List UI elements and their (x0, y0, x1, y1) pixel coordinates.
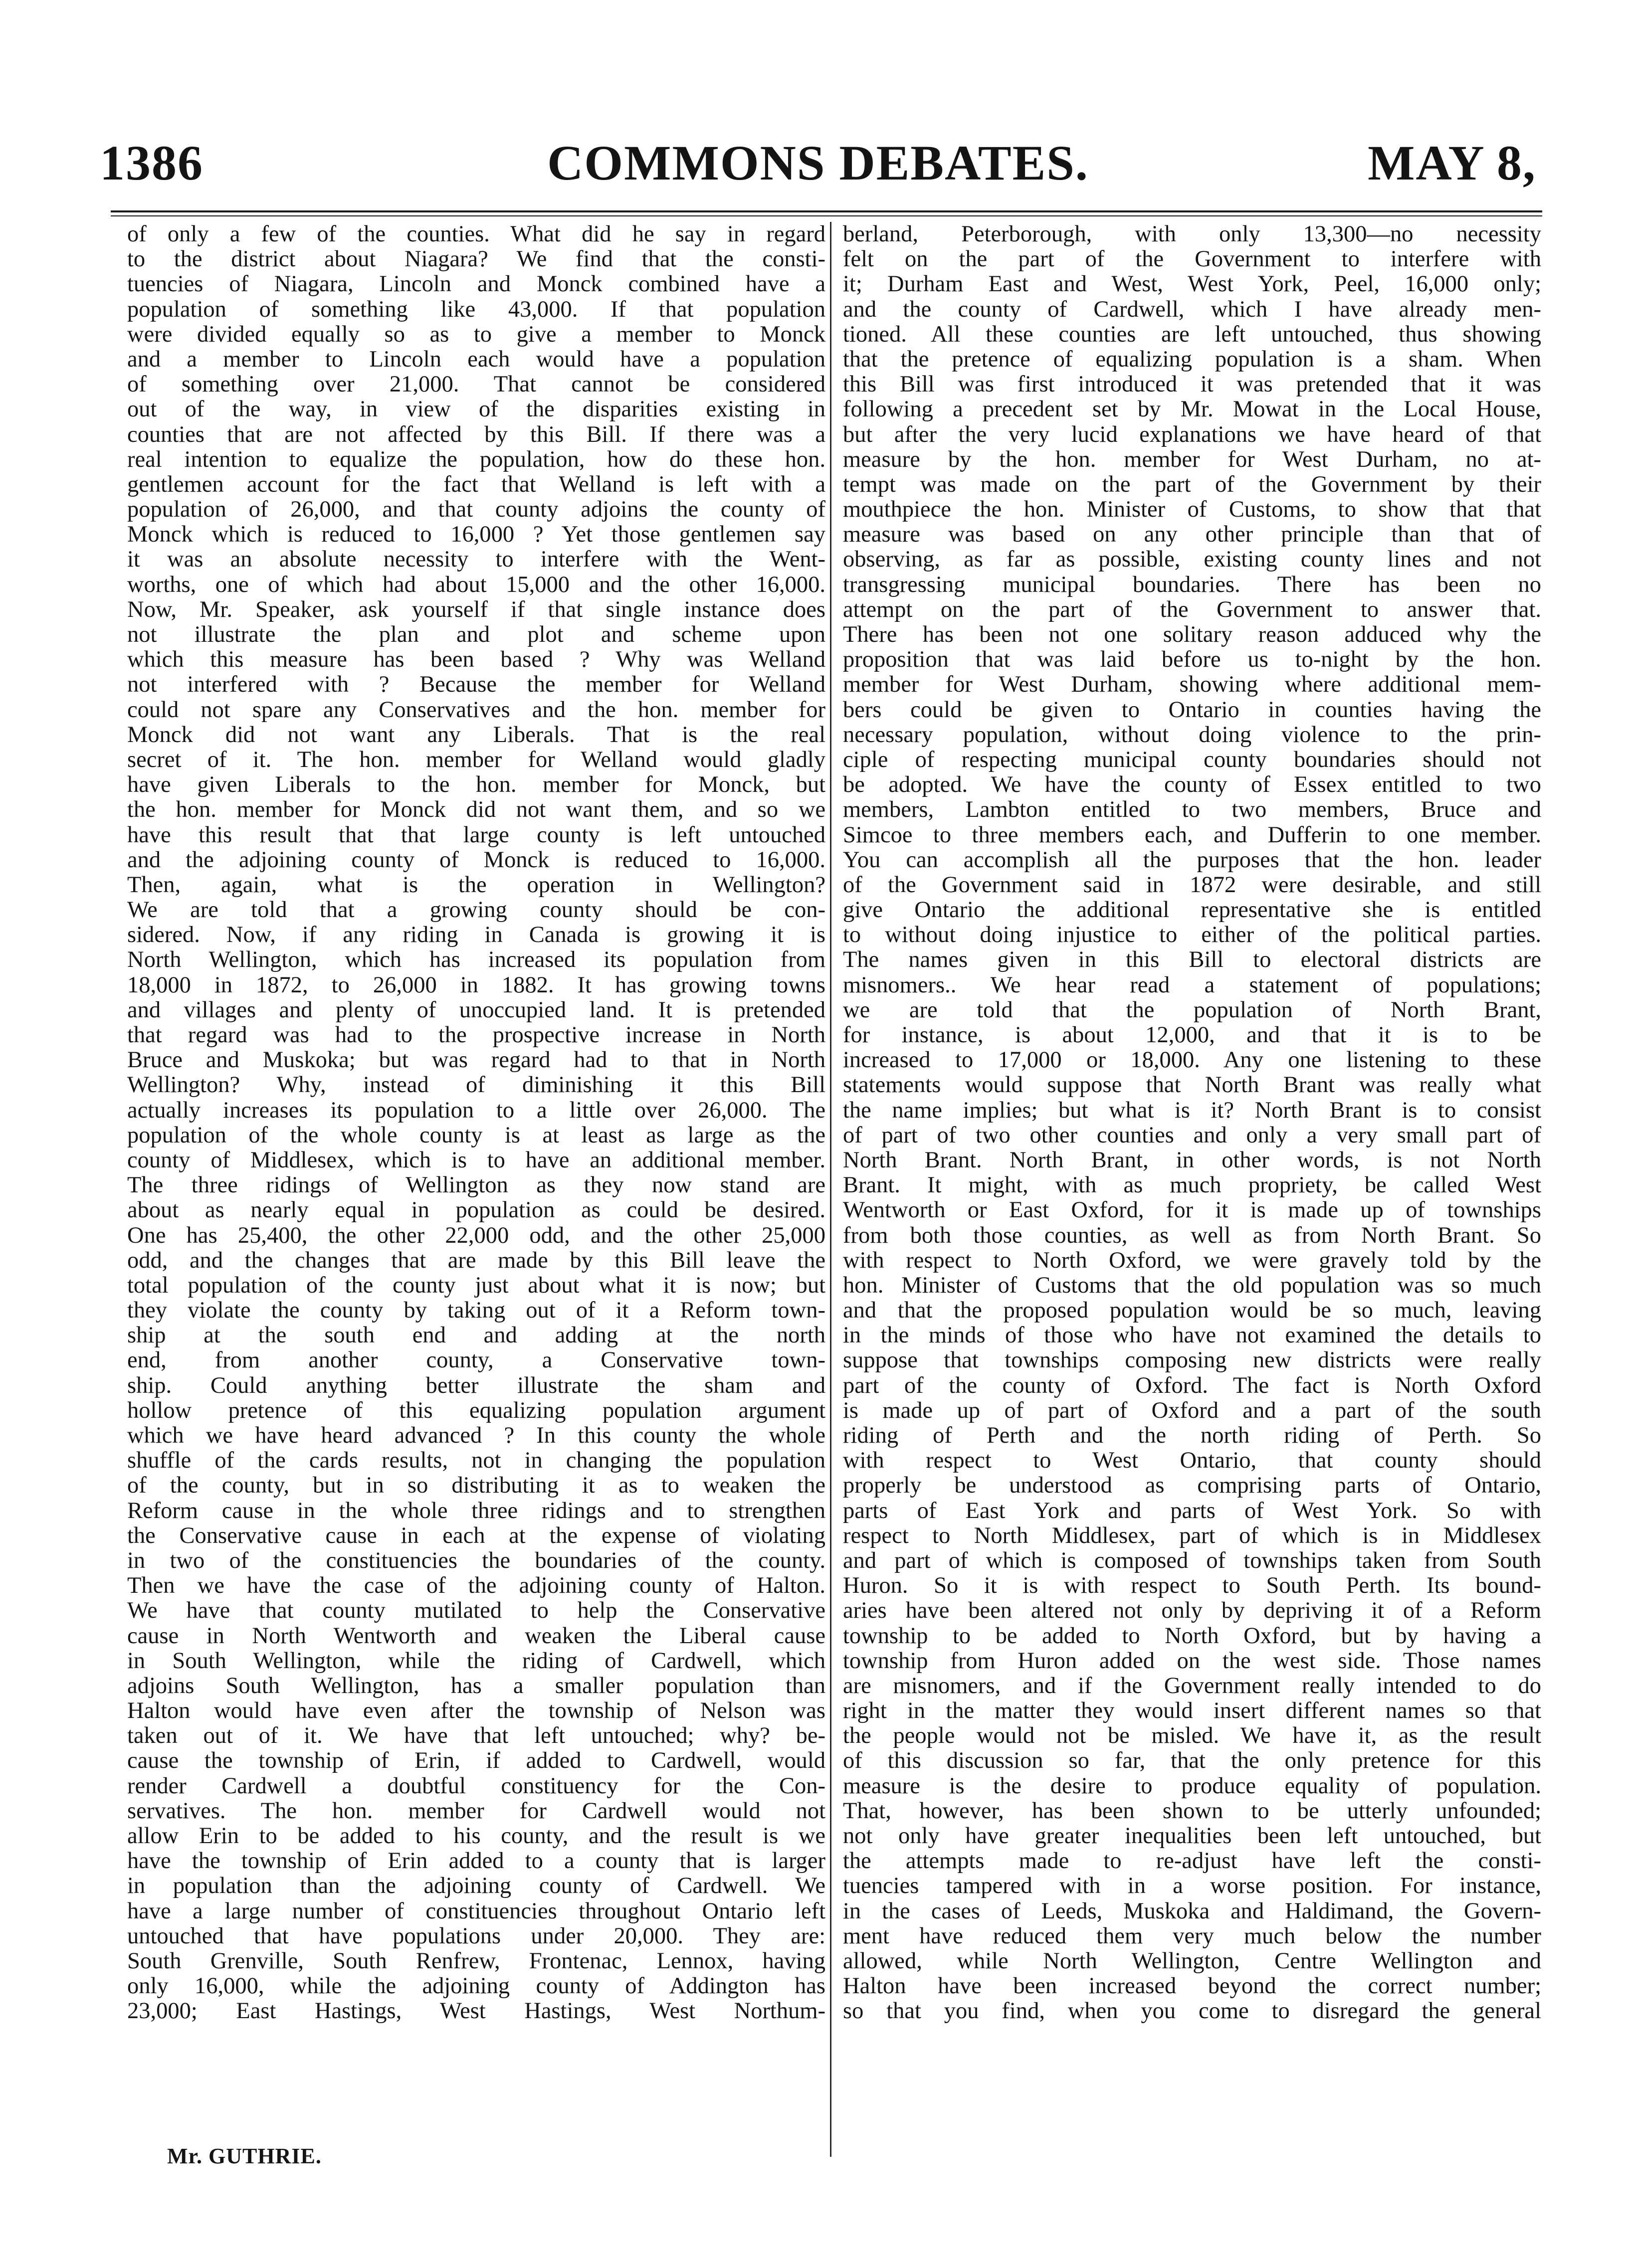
column-divider (830, 222, 831, 2157)
text-line: population of 26,000, and that county adjoins the county of (127, 497, 825, 523)
text-line: Wellington? Why, instead of diminishing it this Bill (127, 1072, 825, 1098)
text-line: We have that county mutilated to help the Conservative (127, 1598, 825, 1624)
text-line: properly be understood as comprising parts of Ontario, (843, 1473, 1541, 1499)
text-line: We are told that a growing county should be con- (127, 897, 825, 923)
text-line: population of the whole county is at least as large as the (127, 1122, 825, 1148)
text-line: Monck did not want any Liberals. That is the real (127, 722, 825, 748)
text-line: in South Wellington, while the riding of Cardwell, which (127, 1648, 825, 1674)
text-line: Halton have been increased beyond the correct number; (843, 1973, 1541, 1999)
text-line: the attempts made to re-adjust have left the consti- (843, 1848, 1541, 1874)
text-line: from both those counties, as well as from North Brant. So (843, 1222, 1541, 1248)
text-line: population of something like 43,000. If that population (127, 296, 825, 322)
text-line: about as nearly equal in population as could be desired. (127, 1197, 825, 1223)
text-line: ship. Could anything better illustrate the sham and (127, 1372, 825, 1398)
text-line: Brant. It might, with as much propriety, be called West (843, 1172, 1541, 1198)
text-line: part of the county of Oxford. The fact is North Oxford (843, 1372, 1541, 1398)
text-line: servatives. The hon. member for Cardwell would not (127, 1798, 825, 1824)
text-line: tioned. All these counties are left untouched, thus showing (843, 321, 1541, 347)
header-rule-thin (111, 215, 1542, 216)
text-line: Wentworth or East Oxford, for it is made up of townships (843, 1197, 1541, 1223)
text-line: measure was based on any other principle than that of (843, 522, 1541, 548)
right-column (843, 222, 1541, 2024)
text-line: have given Liberals to the hon. member for Monck, but (127, 772, 825, 798)
text-line: actually increases its population to a little over 26,000. The (127, 1097, 825, 1123)
page-header (100, 131, 1536, 210)
text-line: observing, as far as possible, existing county lines and not (843, 547, 1541, 572)
text-line: mouthpiece the hon. Minister of Customs, to show that that (843, 497, 1541, 523)
text-line: respect to North Middlesex, part of which is in Middlesex (843, 1522, 1541, 1548)
text-line: 23,000; East Hastings, West Hastings, West Northum- (127, 1998, 825, 2024)
text-line: riding of Perth and the north riding of Perth. So (843, 1423, 1541, 1448)
text-line: the Conservative cause in each at the expense of violating (127, 1522, 825, 1548)
text-line: There has been not one solitary reason adduced why the (843, 622, 1541, 647)
text-line: in the minds of those who have not examined the details to (843, 1323, 1541, 1348)
text-line: Monck which is reduced to 16,000 ? Yet those gentlemen say (127, 522, 825, 548)
text-line: shuffle of the cards results, not in changing the population (127, 1448, 825, 1474)
text-line: suppose that townships composing new districts were really (843, 1347, 1541, 1373)
text-line: have the township of Erin added to a county that is larger (127, 1848, 825, 1874)
text-line: and that the proposed population would be so much, leaving (843, 1298, 1541, 1323)
text-line: hon. Minister of Customs that the old population was so much (843, 1272, 1541, 1298)
text-line: are misnomers, and if the Government really intended to do (843, 1673, 1541, 1699)
text-line: Huron. So it is with respect to South Perth. Its bound- (843, 1573, 1541, 1599)
text-line: felt on the part of the Government to interfere with (843, 246, 1541, 272)
text-line: not interfered with ? Because the member for Welland (127, 672, 825, 698)
text-line: The names given in this Bill to electoral districts are (843, 947, 1541, 973)
text-line: of the Government said in 1872 were desirable, and still (843, 872, 1541, 898)
text-line: odd, and the changes that are made by this Bill leave the (127, 1247, 825, 1273)
text-line: following a precedent set by Mr. Mowat in the Local House, (843, 396, 1541, 422)
text-line: have a large number of constituencies throughout Ontario left (127, 1898, 825, 1924)
text-line: in population than the adjoining county of Cardwell. We (127, 1873, 825, 1899)
text-line: give Ontario the additional representative she is entitled (843, 897, 1541, 923)
text-line: tuencies of Niagara, Lincoln and Monck combined have a (127, 271, 825, 297)
text-line: we are told that the population of North Brant, (843, 997, 1541, 1023)
text-line: worths, one of which had about 15,000 and the other 16,000. (127, 571, 825, 597)
text-line: this Bill was first introduced it was pretended that it was (843, 372, 1541, 397)
text-line: members, Lambton entitled to two members, Bruce and (843, 797, 1541, 823)
text-line: secret of it. The hon. member for Welland would gladly (127, 747, 825, 772)
page-date: MAY 8, (1368, 135, 1536, 190)
text-line: of the county, but in so distributing it as to weaken the (127, 1473, 825, 1499)
text-line: that the pretence of equalizing population is a sham. When (843, 346, 1541, 372)
text-line: with respect to West Ontario, that county should (843, 1448, 1541, 1474)
text-line: statements would suppose that North Brant was really what (843, 1072, 1541, 1098)
text-line: North Brant. North Brant, in other words, is not North (843, 1147, 1541, 1173)
text-line: the people would not be misled. We have it, as the result (843, 1723, 1541, 1749)
text-line: Now, Mr. Speaker, ask yourself if that single instance does (127, 596, 825, 622)
text-line: out of the way, in view of the disparities existing in (127, 396, 825, 422)
text-line: necessary population, without doing violence to the prin- (843, 722, 1541, 748)
text-line: it; Durham East and West, West York, Peel, 16,000 only; (843, 271, 1541, 297)
text-line: right in the matter they would insert different names so that (843, 1698, 1541, 1724)
text-line: it was an absolute necessity to interfere with the Went- (127, 547, 825, 572)
text-line: You can accomplish all the purposes that the hon. leader (843, 847, 1541, 873)
text-line: and villages and plenty of unoccupied land. It is pretended (127, 997, 825, 1023)
text-line: render Cardwell a doubtful constituency for the Con- (127, 1773, 825, 1799)
text-line: tempt was made on the part of the Government by their (843, 471, 1541, 497)
text-line: they violate the county by taking out of it a Reform town- (127, 1298, 825, 1323)
text-line: in two of the constituencies the boundaries of the county. (127, 1547, 825, 1573)
text-line: be adopted. We have the county of Essex entitled to two (843, 772, 1541, 798)
text-line: could not spare any Conservatives and the hon. member for (127, 697, 825, 723)
text-line: measure is the desire to produce equality of population. (843, 1773, 1541, 1799)
text-line: proposition that was laid before us to-night by the hon. (843, 647, 1541, 673)
text-line: end, from another county, a Conservative town- (127, 1347, 825, 1373)
text-line: increased to 17,000 or 18,000. Any one listening to these (843, 1047, 1541, 1073)
text-line: Simcoe to three members each, and Dufferin to one member. (843, 822, 1541, 848)
text-line: county of Middlesex, which is to have an additional member. (127, 1147, 825, 1173)
text-line: in the cases of Leeds, Muskoka and Haldimand, the Govern- (843, 1898, 1541, 1924)
text-line: Bruce and Muskoka; but was regard had to that in North (127, 1047, 825, 1073)
publication-title: COMMONS DEBATES. (547, 135, 1089, 190)
text-line: South Grenville, South Renfrew, Frontenac, Lennox, having (127, 1948, 825, 1974)
text-line: to the district about Niagara? We find that the consti- (127, 246, 825, 272)
text-line: and the county of Cardwell, which I have already men- (843, 296, 1541, 322)
text-line: real intention to equalize the population, how do these hon. (127, 446, 825, 472)
page-number: 1386 (100, 135, 204, 190)
text-line: ciple of respecting municipal county boundaries should not (843, 747, 1541, 772)
text-line: have this result that that large county is left untouched (127, 822, 825, 848)
text-line: bers could be given to Ontario in counties having the (843, 697, 1541, 723)
text-line: which we have heard advanced ? In this county the whole (127, 1423, 825, 1448)
text-line: not only have greater inequalities been left untouched, but (843, 1823, 1541, 1849)
text-line: One has 25,400, the other 22,000 odd, and the other 25,000 (127, 1222, 825, 1248)
text-line: but after the very lucid explanations we have heard of that (843, 421, 1541, 447)
text-line: cause in North Wentworth and weaken the Liberal cause (127, 1623, 825, 1649)
text-line: taken out of it. We have that left untouched; why? be- (127, 1723, 825, 1749)
text-line: measure by the hon. member for West Durham, no at- (843, 446, 1541, 472)
text-line: gentlemen account for the fact that Welland is left with a (127, 471, 825, 497)
text-line: and a member to Lincoln each would have a population (127, 346, 825, 372)
speaker-footer: Mr. GUTHRIE. (167, 2144, 322, 2168)
text-line: transgressing municipal boundaries. There has been no (843, 571, 1541, 597)
text-line: total population of the county just about what it is now; but (127, 1272, 825, 1298)
text-line: parts of East York and parts of West York. So with (843, 1498, 1541, 1523)
text-line: misnomers.. We hear read a statement of populations; (843, 972, 1541, 998)
text-line: allow Erin to be added to his county, and the result is we (127, 1823, 825, 1849)
text-line: counties that are not affected by this Bill. If there was a (127, 421, 825, 447)
text-line: 18,000 in 1872, to 26,000 in 1882. It has growing towns (127, 972, 825, 998)
text-line: ment have reduced them very much below the number (843, 1923, 1541, 1949)
text-line: berland, Peterborough, with only 13,300—no necessity (843, 221, 1541, 247)
text-line: and part of which is composed of townships taken from South (843, 1547, 1541, 1573)
text-line: not illustrate the plan and plot and scheme upon (127, 622, 825, 647)
text-line: cause the township of Erin, if added to Cardwell, would (127, 1748, 825, 1774)
text-line: with respect to North Oxford, we were gravely told by the (843, 1247, 1541, 1273)
text-line: Then, again, what is the operation in Wellington? (127, 872, 825, 898)
text-line: of only a few of the counties. What did he say in regard (127, 221, 825, 247)
header-rule (111, 210, 1542, 212)
text-line: adjoins South Wellington, has a smaller population than (127, 1673, 825, 1699)
text-line: That, however, has been shown to be utterly unfounded; (843, 1798, 1541, 1824)
text-line: only 16,000, while the adjoining county of Addington has (127, 1973, 825, 1999)
text-line: the hon. member for Monck did not want them, and so we (127, 797, 825, 823)
text-line: of this discussion so far, that the only pretence for this (843, 1748, 1541, 1774)
text-line: for instance, is about 12,000, and that it is to be (843, 1022, 1541, 1048)
text-line: were divided equally so as to give a member to Monck (127, 321, 825, 347)
text-line: Reform cause in the whole three ridings and to strengthen (127, 1498, 825, 1523)
left-column (127, 222, 825, 2024)
text-line: of part of two other counties and only a very small part of (843, 1122, 1541, 1148)
text-line: that regard was had to the prospective increase in North (127, 1022, 825, 1048)
text-line: ship at the south end and adding at the north (127, 1323, 825, 1348)
text-line: to without doing injustice to either of the political parties. (843, 922, 1541, 948)
text-line: North Wellington, which has increased its population from (127, 947, 825, 973)
text-line: The three ridings of Wellington as they now stand are (127, 1172, 825, 1198)
text-line: untouched that have populations under 20,000. They are: (127, 1923, 825, 1949)
text-line: which this measure has been based ? Why was Welland (127, 647, 825, 673)
text-line: attempt on the part of the Government to answer that. (843, 596, 1541, 622)
text-line: so that you find, when you come to disregard the general (843, 1998, 1541, 2024)
text-line: township from Huron added on the west side. Those names (843, 1648, 1541, 1674)
text-line: member for West Durham, showing where additional mem- (843, 672, 1541, 698)
text-line: tuencies tampered with in a worse position. For instance, (843, 1873, 1541, 1899)
text-line: Halton would have even after the township of Nelson was (127, 1698, 825, 1724)
text-line: allowed, while North Wellington, Centre Wellington and (843, 1948, 1541, 1974)
text-line: aries have been altered not only by depriving it of a Reform (843, 1598, 1541, 1624)
text-line: of something over 21,000. That cannot be considered (127, 372, 825, 397)
text-line: hollow pretence of this equalizing population argument (127, 1397, 825, 1423)
text-line: the name implies; but what is it? North Brant is to consist (843, 1097, 1541, 1123)
text-line: is made up of part of Oxford and a part of the south (843, 1397, 1541, 1423)
text-line: township to be added to North Oxford, but by having a (843, 1623, 1541, 1649)
text-line: sidered. Now, if any riding in Canada is growing it is (127, 922, 825, 948)
text-line: and the adjoining county of Monck is reduced to 16,000. (127, 847, 825, 873)
text-line: Then we have the case of the adjoining county of Halton. (127, 1573, 825, 1599)
